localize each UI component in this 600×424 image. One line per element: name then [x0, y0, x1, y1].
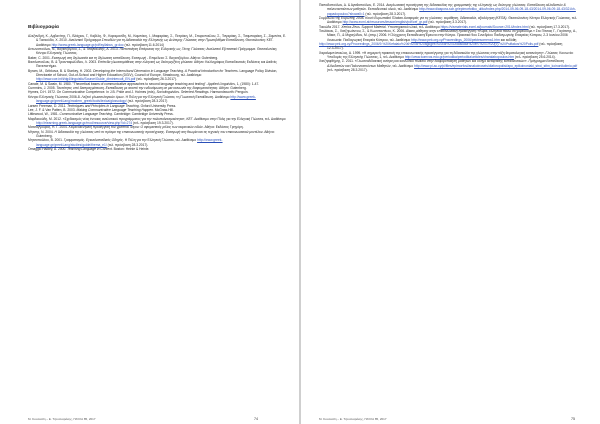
- reference-title: Ταυτότητες υπό διαπραγμάτευση. Εκπαίδευση με σκοπό την ενδυνάμωση σε μια κοινωνία της διαφορετικότητας: [56, 86, 218, 91]
- reference-entry: [319, 16, 578, 25]
- reference-end: (τελ. πρόσβαση 28.3.2017).: [327, 68, 368, 73]
- reference-title: Αναλυτικό Πρόγραμμα Σπουδών για τη Διδασκαλία της Ελληνικής ως Δεύτερης Γλώσσας στην Πρωτοβάθμια Εκπαίδευση: [68, 38, 244, 43]
- reference-rest: : «Κύριε, ελληνικά πάνω να χορεύουμε.» Στο Πίτσιας Γ., Γαγάτσης, Α., Μάκιτ, Π., & Μιχαηλίδου, Μ. (επιμ.) 2006. Η Σύγχρονη Εκπαίδευση/Έρευνα στην Κύπρο. Πρακτικά 9ου Συνεδρίου Παιδαγωγικής Εταιρείας Κύπρου, 2-3 Ιουνίου 2006 Λευκωσία: Παιδαγωγική Εταιρεία Κύπρου, τελ. Διαθέσιμο: [327, 29, 578, 42]
- reference-end: (τελ. πρόσβαση 26.3.2017).: [135, 77, 177, 82]
- reference-authors: Ματσαγγούρας, Η. Γ. 2004.: [28, 125, 69, 130]
- reference-authors: Αλεξανδρή, Κ., Αρβανίτης, Π., Βλάχιου, Γ., Καβέλη, Φ., Καραμανίδη, Μ., Καμπάκη, Ι., Μαφαράκη, Σ., Πετράκη, Μ., Σπυροπούλου, Σ., Ταγαράκη, Σ., Τσαμπαράκη, Σ., Ζαμπέτα, Ε. & Τοσκούδα, Χ. 2010.: [28, 34, 287, 43]
- left-page: [0, 0, 299, 424]
- reference-entry: [28, 95, 287, 104]
- reference-end: (τελ. πρόσβαση 17.3.2017).: [528, 24, 571, 29]
- reference-authors: Lee, J. F. & Van Patten, B. 2003.: [28, 107, 77, 112]
- reference-rest: . Διαθέσιμο στην Πύλη για την Ελληνική Γλώσσα, τελ. Διαθέσιμο: [192, 116, 286, 121]
- reference-rest: , 1, (1980): 1-47.: [234, 81, 260, 86]
- reference-authors: Μητσοπούλου, Β. 2001.: [28, 138, 64, 143]
- reference-link[interactable]: http://www.greek-language.gr/greekLang/modern_greek/tools/lexica/glossology/: [36, 94, 256, 104]
- reference-authors: Παπαδοπούλου, Δ. & Αγαθοπούλου, Ε. 2014.: [319, 3, 387, 7]
- reference-title: Developing the Intercultural Dimension in Language Teaching. A Practical Introduction for Teachers: [93, 68, 238, 73]
- reference-rest: . Boston: Heinle & Heinle.: [111, 146, 150, 151]
- reference-entry: [28, 117, 287, 126]
- reference-end: (τελ. πρόσβαση 12.3.2017).: [327, 42, 563, 51]
- reference-end: και εκδόθη: [499, 37, 517, 42]
- reference-rest: . Θεσσαλονίκη: Κέντρο Ελληνικής Γλώσσας, τελ. Διαθέσιμο: [327, 16, 578, 25]
- reference-rest: . Oxford University Press.: [138, 103, 177, 108]
- reference-entry: [28, 69, 287, 82]
- reference-end: (τελ. πρόσβαση 28.3.2017).: [364, 11, 407, 16]
- reference-authors: Τσολάκου, Σ., Χατζηιωάννου, Σ., & Κωνσταντίνου, Κ. 2006.: [319, 29, 406, 34]
- reference-authors: Μήτσης, Ν. 2004.: [28, 129, 55, 134]
- reference-title: Teaching Language in Context: [67, 146, 112, 151]
- reference-link[interactable]: http://www.ecml.at/resources/lesson/english/pdf/cef_gr.pdf: [342, 20, 428, 25]
- reference-entry: [28, 60, 287, 69]
- reference-authors: Βασιλοπούλου, Β. & Τριανταφυλλίδου, Λ. 2003.: [28, 60, 98, 65]
- reference-entry: [28, 34, 287, 47]
- reference-authors: Baker, C. 2001.: [28, 55, 52, 60]
- right-page: [301, 0, 600, 424]
- right-footer-meta: Μ. Κουλούδη – Ε. Τζουαναράκης, ΠΑΥΛΑ 85, 2017: [319, 417, 387, 421]
- reference-end: (τελ. πρόσβαση 3.3.2017).: [427, 20, 468, 25]
- reference-rest: . McGraw-Hill.: [153, 107, 174, 112]
- reference-rest: . Language Policy Division, Directorate of School, Out-of-School and Higher Education (DGIV), Council of Europe, Strasbourg, τελ. Διαθέσιμο: [36, 68, 278, 78]
- reference-title: Διαγλωσσική προσέγγιση της διδασκαλίας της γραμματικής της ελληνικής ως δεύτερης γλώσσας. Εκπαίδευση αλλοδαπών & παλιννοστούντων μαθητών: [327, 3, 566, 12]
- reference-rest: . Αθήνα: Καλλιγράφος Εκπαιδευτικές Εκδόσεις και Διεθνές Πανεπιστήμιο.: [36, 60, 277, 69]
- reference-authors: Τοκιώδα 2017.: [319, 24, 342, 29]
- reference-link[interactable]: http://www.greek-language.gr/greekLang/studies/guide/thema_e1/: [36, 138, 223, 147]
- reference-authors: Κέντρο Ελληνικής Γλώσσας 2006-8.: [28, 94, 82, 99]
- reference-title: Communicative Language Teaching: [59, 112, 113, 117]
- reference-title: Επίπεδα γλωσσομάθειας στην ελληνική ως δεύτερη/ξένη γλώσσα: [97, 60, 193, 65]
- reference-link[interactable]: http://www.coe.int/t/dg4/linguistic/Source/Guide_dimintercult_EN.pdf: [36, 77, 136, 82]
- bibliography-heading: Βιβλιογραφία: [28, 25, 59, 30]
- left-footer-meta: Μ. Κουλούδη – Ε. Τζουαναράκης, ΠΑΥΛΑ 85, 2017: [28, 417, 96, 421]
- reference-authors: Χαραλαμπόπουλος, Α. 1999. «Η σημερινή πρακτική της επικοινωνιακής προσέγγισης για τη διδασκαλία της γλώσσας στην τάξη θεματολογική κατανόηση».: [319, 50, 546, 55]
- reference-title: Γραμματισμός. Εγκυκλοπαιδικός Οδηγός: [63, 138, 123, 143]
- reference-authors: Canale, M. & Swain, M. 1980. "Theoretical bases of communicative approaches to second language teaching and testing".: [28, 81, 208, 86]
- reference-entry: [319, 59, 578, 72]
- reference-title: Πιστοποίηση Επάρκειας της Ελληνικής ως Ξένης Γλώσσας: Αναλυτικό Εξεταστικό Πρόγραμμα: [119, 47, 256, 52]
- reference-rest: . Cambridge: Cambridge University Press.: [112, 112, 174, 117]
- reference-title: Γλώσσα: [545, 50, 558, 55]
- reference-link[interactable]: https://vismaterials.ecml.at/journals/Source=2014/index.html: [440, 24, 529, 29]
- reference-authors: Byram, M., Gribkova, B. & Starkey, H. 2002.: [28, 68, 94, 73]
- reference-entry: [319, 3, 578, 16]
- reference-entry: [319, 29, 578, 42]
- reference-title: Πρόγραμμα Εκπαίδευση Αλλοδαπών και Παλιννοστούντων Μαθητών: [327, 59, 564, 68]
- reference-entry: [319, 51, 578, 60]
- left-reference-list: [28, 34, 287, 151]
- reference-link[interactable]: http://www.pek.org.cy/Proceedings_2006/pektesomena1.htm: [411, 37, 500, 42]
- reference-end: (τελ. πρόσβαση 28.3.2017): [126, 99, 168, 104]
- reference-authors: Hymes, D.H. 1972. On Communicative Competence. In J.B. Pride and J. Holmes (eds),: [28, 90, 157, 95]
- reference-rest: . Υποστηρικτικό υλικό, τελ. Διαθέσιμο: [385, 24, 441, 29]
- reference-end: (τελ. πρόσβαση 28.3.2017).: [106, 142, 149, 147]
- reference-rest: . Εισαγωγή - Επιμέλεια: Σ. Βογιατζόγλου. Αθήνα: Gutenberg.: [129, 55, 219, 60]
- reference-authors: Cummins, J. 2005.: [28, 86, 57, 91]
- reference-rest: . Εκπαιδευτικό υλικό, τελ. Διαθέσιμο: [366, 7, 420, 12]
- reference-link[interactable]: http://elearning.greek-language.gr/mod/resource/view.php?id=274: [36, 120, 133, 125]
- right-page-number: 75: [571, 417, 575, 421]
- reference-rest: . Αθήνα: Gutenberg.: [217, 86, 247, 91]
- left-page-number: 74: [254, 417, 258, 421]
- reference-entry: [28, 130, 287, 139]
- reference-authors: Omaggio Hadley, A. 2000.: [28, 146, 68, 151]
- right-reference-list: [319, 3, 578, 73]
- reference-entry: [319, 42, 578, 51]
- reference-authors: Χατζηεφθήμης, Σ. 2011. «Γλωσσοδιδακτική ανάγκη και κοινωνικό πλαίσιο στην διαφοροποίηση μαθητών και οδηγό κατάρτισης εκπαιδευτικών».: [319, 59, 529, 64]
- reference-title: Techniques and Principles in Language Teaching: [67, 103, 139, 108]
- reference-link[interactable]: http://www.greek-language.gr/pdf/syllabus_gr.doc: [51, 42, 124, 47]
- reference-entry: [28, 147, 287, 151]
- reference-rest: . Θεσσαλονίκη: ΚΕΓ. Διαθέσιμο: [36, 38, 274, 47]
- reference-link[interactable]: http://www.diaspora-sch.gr/epimorfotiko_uliko/index.php/2014-09-06-09-18-43/2014-09-06-09-18-43/32-ikh-papadopoulou?showall=1: [327, 7, 576, 16]
- reference-title: Εισαγωγή στη διγλωσσία και τη δίγλωσση εκπαίδευση: [51, 55, 130, 60]
- reference-entry: [28, 138, 287, 147]
- reference-link[interactable]: http://www.pi.ac.cy/pi/files/epimorfosi/anakoinoseis/diaforopoiisi/apo_epikoinoniaki_stroi_sthn_koinonikdimio.pdf: [414, 63, 578, 68]
- reference-title: Δίκαιο μάθησης στην επικοινωνιακή προσέγγιση: [405, 29, 476, 34]
- reference-authors: Littlewood, W., 1981.: [28, 112, 60, 117]
- reference-entry: [28, 47, 287, 56]
- reference-title: Xenios Zeus. Support Material: [341, 24, 386, 29]
- reference-title: Making Communicative Language Teaching Happen: [76, 107, 154, 112]
- reference-link[interactable]: http://www.pek.org.cy/Proceedings_2006/9.%20Kefalaio%206%20B%20agoges%20kai%20Didaskalia%20en.%201%20(9).%20Psifiakos%20Polis.pdf: [319, 42, 539, 47]
- reference-end: (τελ. πρόσβαση 19.3.2017).: [132, 120, 174, 125]
- reference-rest: . Η Πύλη για την Ελληνική Γλώσσα, τελ. Διαθέσιμο: [122, 138, 198, 143]
- reference-title: Λεξικό γλωσσολογικών όρων: [81, 94, 124, 99]
- reference-rest: . Αθήνα: Gutenberg.: [36, 129, 275, 138]
- reference-title: Κοινό Ευρωπαϊκό Πλαίσιο Αναφοράς για τις γλώσσες: εκμάθηση, διδασκαλία, αξιολόγηση (ΚΕΠΑ): [365, 16, 507, 21]
- reference-rest: . Θεσσαλονίκη: Κέντρο Ελληνικής Γλώσσας.: [36, 47, 278, 56]
- reference-title: Κειμενοκεντρική προσέγγιση του γραπτού λόγου: Ο αφοριστικός ρόλος των κειμενικών ειδών: [68, 125, 203, 130]
- reference-rest: . Αθήνα: Εκδόσεις Γρηγόρη.: [202, 125, 244, 130]
- reference-rest: . Harmondsworth: Penguin.: [208, 90, 249, 95]
- reference-rest: , τελ. Διαθέσιμο: [390, 63, 415, 68]
- reference-authors: Μαρδακούδη, Μ. 2012. «Σχεδιασμός νέας έννοιας αναλυτικού προγράμματος για την πολυπολιτισμικότητα»,: [28, 116, 187, 121]
- reference-end: (τελ. πρόσβαση 11.6.2014): [123, 42, 164, 47]
- reference-title: Sociolinguistics. Selected Readings: [156, 90, 209, 95]
- reference-title: Η διδασκαλία της γλώσσας υπό το πρίσμα της επικοινωνιακής προσέγγισης. Εισαγωγή στη θεωρία και τις τεχνικές του επικοινωνιακού μοντέλου: [54, 129, 263, 134]
- reference-authors: Αντωνοπούλου, Ν., Βογιατζόγλου, Σ., & Τσαγκαλίδης, Α. 2013.: [28, 47, 120, 52]
- reference-authors: Συμβούλιο της Ευρώπης 2008.: [319, 16, 366, 21]
- reference-authors: Larsen Freeman, D. 2011.: [28, 103, 68, 108]
- reference-rest: . Η Πύλη για την Ελληνική Γλώσσα, τη Γλωσσική Εκπαίδευση. Διαθέσιμο: [123, 94, 231, 99]
- reference-title: Applied Linguistics: [207, 81, 235, 86]
- reference-title: ΚΕΓ: [186, 116, 193, 121]
- reference-rest: , Κοινωνία: Υποδομές της Ελληνικής Γλώσσας, 1, τελ. Διαθέσιμο: [327, 50, 574, 60]
- reference-link[interactable]: http://www.komvos.edu.gr/periodika/periodika/articles/charalabopoulos.htm: [404, 55, 515, 60]
- reference-end: (τελ. πρόσβαση 25.6.2014).: [514, 55, 556, 60]
